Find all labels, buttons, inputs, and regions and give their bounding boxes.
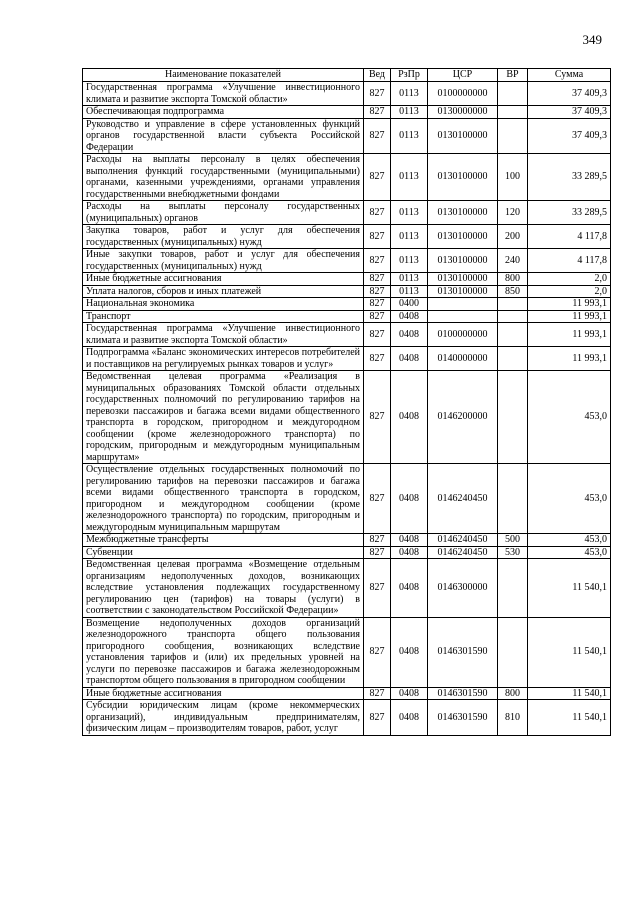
cell-csr: 0100000000 (428, 82, 498, 106)
cell-ved: 827 (364, 559, 391, 618)
cell-name: Субсидии юридическим лицам (кроме некоммерческих организаций), индивидуальным предпринимателям, физическим лицам – производителям товаров, работ, услуг (83, 700, 364, 736)
cell-ved: 827 (364, 546, 391, 559)
cell-ved: 827 (364, 298, 391, 311)
cell-ved: 827 (364, 534, 391, 547)
cell-rzpr: 0113 (391, 154, 428, 201)
cell-csr: 0146301590 (428, 617, 498, 687)
table-row (83, 559, 611, 618)
cell-name: Возмещение недополученных доходов организаций железнодорожного транспорта общего пользования пригородного сообщения, возникающих вследствие установления тарифов и (или) их предельных уровней на услуги по перевозке пассажиров и багажа железнодорожным транспортом общего пользования в пригородном сообщении (83, 617, 364, 687)
cell-rzpr: 0408 (391, 534, 428, 547)
table-row (83, 154, 611, 201)
table-row (83, 464, 611, 534)
cell-csr: 0146240450 (428, 464, 498, 534)
cell-name: Межбюджетные трансферты (83, 534, 364, 547)
cell-sum: 11 993,1 (528, 298, 611, 311)
header-rzpr: РзПр (391, 69, 428, 82)
cell-rzpr: 0408 (391, 371, 428, 464)
cell-ved: 827 (364, 225, 391, 249)
header-name: Наименование показателей (83, 69, 364, 82)
cell-name: Иные бюджетные ассигнования (83, 273, 364, 286)
cell-ved: 827 (364, 285, 391, 298)
cell-sum: 33 289,5 (528, 201, 611, 225)
cell-csr: 0130100000 (428, 225, 498, 249)
cell-sum: 11 540,1 (528, 617, 611, 687)
cell-vr: 100 (498, 154, 528, 201)
page-number: 349 (582, 32, 602, 47)
cell-csr: 0130100000 (428, 273, 498, 286)
budget-table (82, 68, 611, 736)
cell-ved: 827 (364, 700, 391, 736)
cell-ved: 827 (364, 201, 391, 225)
header-ved: Вед (364, 69, 391, 82)
cell-rzpr: 0113 (391, 249, 428, 273)
cell-ved: 827 (364, 106, 391, 119)
cell-ved: 827 (364, 82, 391, 106)
cell-sum: 11 540,1 (528, 700, 611, 736)
cell-vr: 850 (498, 285, 528, 298)
cell-rzpr: 0408 (391, 464, 428, 534)
header-sum: Сумма (528, 69, 611, 82)
cell-ved: 827 (364, 323, 391, 347)
cell-rzpr: 0408 (391, 559, 428, 618)
cell-vr (498, 617, 528, 687)
cell-name: Расходы на выплаты персоналу государственных (муниципальных) органов (83, 201, 364, 225)
cell-ved: 827 (364, 347, 391, 371)
cell-csr: 0130100000 (428, 201, 498, 225)
table-row (83, 285, 611, 298)
cell-vr (498, 310, 528, 323)
cell-rzpr: 0400 (391, 298, 428, 311)
table-body (83, 82, 611, 736)
cell-rzpr: 0408 (391, 546, 428, 559)
table-row (83, 201, 611, 225)
table-row (83, 546, 611, 559)
cell-csr: 0100000000 (428, 323, 498, 347)
cell-csr: 0146200000 (428, 371, 498, 464)
cell-vr (498, 371, 528, 464)
cell-csr: 0146240450 (428, 534, 498, 547)
cell-csr: 0130100000 (428, 118, 498, 154)
cell-sum: 11 993,1 (528, 347, 611, 371)
cell-csr (428, 310, 498, 323)
cell-rzpr: 0113 (391, 118, 428, 154)
cell-vr (498, 347, 528, 371)
cell-csr: 0130000000 (428, 106, 498, 119)
cell-sum: 11 540,1 (528, 687, 611, 700)
table-row (83, 225, 611, 249)
cell-sum: 4 117,8 (528, 225, 611, 249)
cell-ved: 827 (364, 154, 391, 201)
cell-vr (498, 82, 528, 106)
cell-vr (498, 106, 528, 119)
cell-vr: 240 (498, 249, 528, 273)
cell-rzpr: 0408 (391, 700, 428, 736)
cell-vr (498, 464, 528, 534)
cell-vr: 810 (498, 700, 528, 736)
table-row (83, 347, 611, 371)
cell-rzpr: 0113 (391, 273, 428, 286)
cell-vr: 800 (498, 687, 528, 700)
cell-rzpr: 0408 (391, 347, 428, 371)
cell-vr (498, 118, 528, 154)
cell-ved: 827 (364, 273, 391, 286)
cell-name: Национальная экономика (83, 298, 364, 311)
cell-rzpr: 0408 (391, 687, 428, 700)
cell-sum: 453,0 (528, 534, 611, 547)
cell-sum: 37 409,3 (528, 106, 611, 119)
cell-sum: 11 993,1 (528, 310, 611, 323)
cell-sum: 453,0 (528, 464, 611, 534)
table-row (83, 687, 611, 700)
cell-rzpr: 0113 (391, 201, 428, 225)
cell-name: Субвенции (83, 546, 364, 559)
cell-name: Ведомственная целевая программа «Возмещение отдельным организациям недополученных доходов, возникающих вследствие установления подлежащих государственному регулированию цен (тарифов) на товары (услуги) в соответствии с законодательством Российской Федерации» (83, 559, 364, 618)
cell-vr: 120 (498, 201, 528, 225)
cell-ved: 827 (364, 118, 391, 154)
cell-sum: 2,0 (528, 273, 611, 286)
cell-sum: 11 993,1 (528, 323, 611, 347)
cell-sum: 2,0 (528, 285, 611, 298)
table-row (83, 273, 611, 286)
cell-name: Расходы на выплаты персоналу в целях обеспечения выполнения функций государственными (муниципальными) органами, казенными учреждениями, органами управления государственными внебюджетными фондами (83, 154, 364, 201)
cell-name: Государственная программа «Улучшение инвестиционного климата и развитие экспорта Томской области» (83, 323, 364, 347)
cell-vr (498, 298, 528, 311)
cell-sum: 453,0 (528, 546, 611, 559)
cell-rzpr: 0408 (391, 323, 428, 347)
cell-ved: 827 (364, 464, 391, 534)
cell-name: Государственная программа «Улучшение инвестиционного климата и развитие экспорта Томской области» (83, 82, 364, 106)
cell-sum: 11 540,1 (528, 559, 611, 618)
cell-sum: 4 117,8 (528, 249, 611, 273)
cell-csr (428, 298, 498, 311)
cell-csr: 0130100000 (428, 249, 498, 273)
cell-name: Ведомственная целевая программа «Реализация в муниципальных образованиях Томской области отдельных государственных полномочий по регулированию тарифов на перевозки пассажиров и багажа всеми видами общественного транспорта в городском, пригородном и междугородном сообщении (кроме железнодорожного транспорта) по городским, пригородным и междугородным муниципальным маршрутам» (83, 371, 364, 464)
cell-vr: 500 (498, 534, 528, 547)
table-row (83, 118, 611, 154)
cell-name: Иные бюджетные ассигнования (83, 687, 364, 700)
header-vr: ВР (498, 69, 528, 82)
table-row (83, 534, 611, 547)
cell-ved: 827 (364, 371, 391, 464)
cell-name: Закупка товаров, работ и услуг для обеспечения государственных (муниципальных) нужд (83, 225, 364, 249)
table-row (83, 249, 611, 273)
table-header-row (83, 69, 611, 82)
cell-name: Обеспечивающая подпрограмма (83, 106, 364, 119)
cell-sum: 453,0 (528, 371, 611, 464)
cell-csr: 0130100000 (428, 154, 498, 201)
table-row (83, 700, 611, 736)
cell-csr: 0140000000 (428, 347, 498, 371)
cell-vr (498, 559, 528, 618)
cell-rzpr: 0408 (391, 617, 428, 687)
cell-rzpr: 0113 (391, 82, 428, 106)
cell-name: Иные закупки товаров, работ и услуг для обеспечения государственных (муниципальных) нужд (83, 249, 364, 273)
cell-csr: 0146300000 (428, 559, 498, 618)
header-csr: ЦСР (428, 69, 498, 82)
cell-ved: 827 (364, 617, 391, 687)
cell-csr: 0146301590 (428, 687, 498, 700)
cell-rzpr: 0408 (391, 310, 428, 323)
cell-vr (498, 323, 528, 347)
table-row (83, 298, 611, 311)
table-row (83, 371, 611, 464)
cell-name: Транспорт (83, 310, 364, 323)
cell-vr: 530 (498, 546, 528, 559)
cell-vr: 800 (498, 273, 528, 286)
cell-ved: 827 (364, 249, 391, 273)
cell-csr: 0146301590 (428, 700, 498, 736)
table-row (83, 82, 611, 106)
cell-name: Руководство и управление в сфере установленных функций органов государственной власти субъекта Российской Федерации (83, 118, 364, 154)
table-row (83, 310, 611, 323)
cell-sum: 37 409,3 (528, 82, 611, 106)
cell-rzpr: 0113 (391, 225, 428, 249)
cell-vr: 200 (498, 225, 528, 249)
cell-ved: 827 (364, 310, 391, 323)
cell-sum: 37 409,3 (528, 118, 611, 154)
table-row (83, 617, 611, 687)
table-row (83, 323, 611, 347)
cell-name: Подпрограмма «Баланс экономических интересов потребителей и поставщиков на регулируемых рынках товаров и услуг» (83, 347, 364, 371)
cell-ved: 827 (364, 687, 391, 700)
cell-name: Осуществление отдельных государственных полномочий по регулированию тарифов на перевозки пассажиров и багажа всеми видами общественного транспорта в городском, пригородном и междугородном сообщении (кроме железнодорожного транспорта) по городским, пригородным и междугородным муниципальным маршрутам (83, 464, 364, 534)
cell-rzpr: 0113 (391, 285, 428, 298)
cell-name: Уплата налогов, сборов и иных платежей (83, 285, 364, 298)
cell-csr: 0130100000 (428, 285, 498, 298)
cell-sum: 33 289,5 (528, 154, 611, 201)
cell-csr: 0146240450 (428, 546, 498, 559)
cell-rzpr: 0113 (391, 106, 428, 119)
table-row (83, 106, 611, 119)
